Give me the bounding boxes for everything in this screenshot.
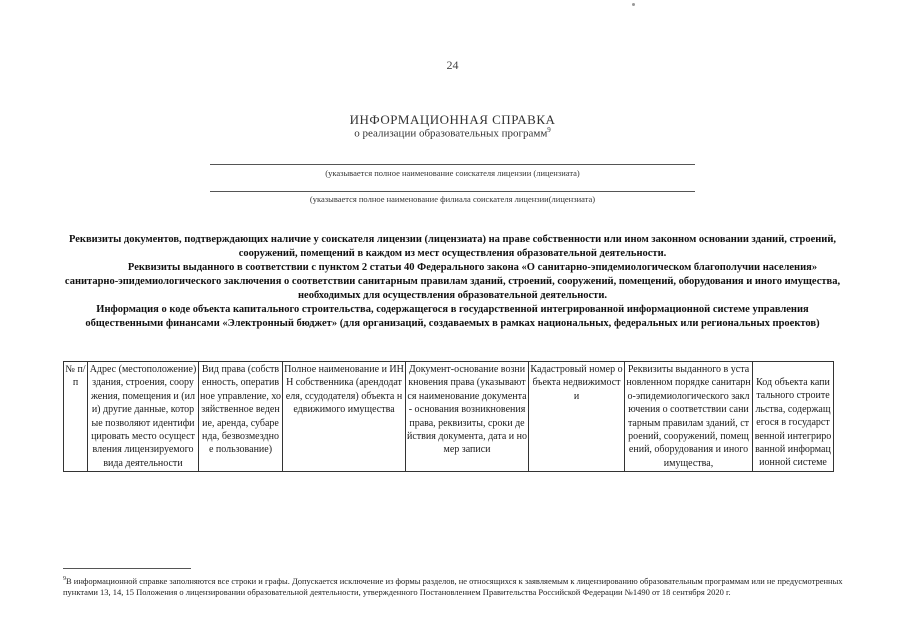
footnote — [63, 574, 843, 598]
header-construction-code: Код объекта капитального строительства, содержащегося в государственной интегрированной информационной системе — [753, 362, 834, 472]
heading-sanitary-conclusion: Реквизиты выданного в соответствии с пунктом 2 статьи 40 Федерального закона «О санитарно-эпидемиологическом благополучии населения» санитарно-эпидемиологического заключения о соответствии санитарным правилам зданий, строений, сооружений, помещений, оборудования и иного имущества, необходимых для осуществления образовательной деятельности. — [64, 262, 841, 301]
scan-speck — [632, 3, 635, 6]
branch-name-hint: (указывается полное наименование филиала соискателя лицензии(лицензиата) — [309, 194, 596, 204]
footnote-reference: 9 — [547, 126, 551, 134]
page-number: 24 — [446, 58, 459, 72]
header-address: Адрес (местоположение) здания, строения, сооружения, помещения и (или) другие данные, которые позволяют идентифицировать место осуществления лицензируемого вида деятельности — [88, 362, 199, 472]
table-header-row — [64, 362, 834, 472]
heading-property-documents: Реквизиты документов, подтверждающих наличие у соискателя лицензии (лицензиата) на праве собственности или ином законном основании зданий, строений, сооружений, помещений в каждом из мест осуществления образовательной деятельности. — [68, 234, 837, 259]
document-subtitle — [0, 126, 905, 140]
licensee-name-line — [210, 164, 695, 165]
header-owner: Полное наименование и ИНН собственника (арендодателя, ссудодателя) объекта недвижимого имущества — [283, 362, 406, 472]
requisites-table — [63, 361, 834, 472]
header-row-number: № п/п — [64, 362, 88, 472]
header-cadastral-number: Кадастровый номер объекта недвижимости — [529, 362, 625, 472]
header-sanitary-conclusion: Реквизиты выданного в установленном порядке санитарно-эпидемиологического заключения о соответствии санитарным правилам зданий, строений, сооружений, помещений, оборудования и иного имущества, — [625, 362, 753, 472]
subtitle-text: о реализации образовательных программ — [354, 127, 548, 140]
document-title: ИНФОРМАЦИОННАЯ СПРАВКА — [349, 112, 556, 127]
heading-construction-code: Информация о коде объекта капитального строительства, содержащегося в государственной интегрированной информационной системе управления общественными финансами «Электронный бюджет» (для организаций, создаваемых в рамках национальных, федеральных или региональных проектов) — [85, 304, 820, 329]
licensee-name-hint: (указывается полное наименование соискателя лицензии (лицензиата) — [325, 168, 580, 178]
header-basis-document: Документ-основание возникновения права (указываются наименование документа - основания возникновения права, реквизиты, сроки действия документа, дата и номер записи — [406, 362, 529, 472]
footnote-separator — [63, 568, 191, 569]
footnote-number: 9 — [63, 576, 66, 582]
branch-name-line — [210, 191, 695, 192]
section-heading-block — [60, 233, 845, 331]
footnote-text: В информационной справке заполняются все строки и графы. Допускается исключение из формы разделов, не относящихся к заявляемым к лицензированию образовательным программам или не предусмотренных пунктами 13, 14, 15 Положения о лицензировании образовательной деятельности, утвержденного Постановлением Правительства Российской Федерации №1490 от 18 сентября 2020 г. — [63, 575, 843, 597]
header-right-type: Вид права (собственность, оперативное управление, хозяйственное ведение, аренда, субаренда, безвозмездное пользование) — [199, 362, 283, 472]
